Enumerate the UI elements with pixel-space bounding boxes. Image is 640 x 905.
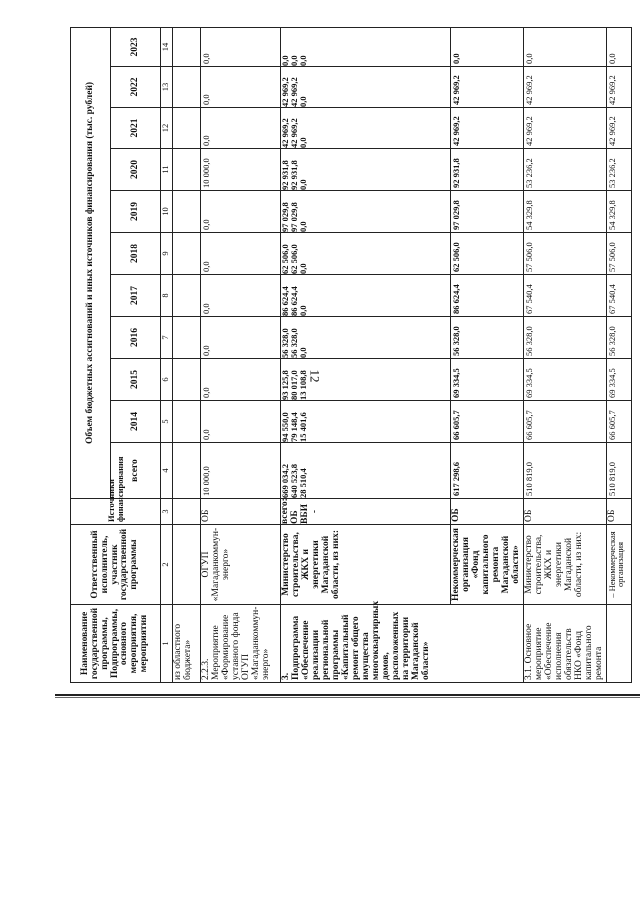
value-cell: 56 328,0 xyxy=(280,328,290,358)
index-cell: 3 xyxy=(161,499,173,525)
table-row xyxy=(606,27,631,682)
header-year: 2018 xyxy=(111,233,161,275)
value-cell: 0,0 xyxy=(297,347,308,358)
value-cell xyxy=(173,401,201,443)
financing-table xyxy=(70,27,632,683)
value-cell: 62 506,0 xyxy=(451,233,524,275)
value-cell: 0,0 xyxy=(201,108,281,149)
value-cell: 67 540,4 xyxy=(523,275,606,317)
value-cell: 0,0 xyxy=(201,27,281,66)
rotated-table-container xyxy=(70,28,626,683)
value-cell: 42 969,2 xyxy=(280,118,290,148)
value-cell: 0,0 xyxy=(201,233,281,275)
value-cell: 0,0 xyxy=(297,179,308,190)
value-cell: 0,0 xyxy=(297,55,308,66)
value-cell: 28 510,4 xyxy=(297,468,308,498)
value-cell: 0,0 xyxy=(297,263,308,274)
row-executor: Некоммерческая организация «Фонд капитального ремонта Магаданской области» xyxy=(451,525,524,605)
value-cell xyxy=(173,233,201,275)
value-cell: 640 523,8 xyxy=(288,464,299,498)
value-cell xyxy=(173,275,201,317)
value-cell: 66 605,7 xyxy=(606,401,631,443)
value-cell xyxy=(173,443,201,499)
value-cell: 510 819,0 xyxy=(523,443,606,499)
value-cell: 13 108,8 xyxy=(297,370,308,400)
value-cell: 0,0 xyxy=(297,96,308,107)
index-cell: 11 xyxy=(161,149,173,191)
value-cell xyxy=(173,108,201,149)
header-year: 2015 xyxy=(111,359,161,401)
header-total: всего xyxy=(111,443,161,499)
value-cell: 0,0 xyxy=(280,55,290,66)
value-cell: 0,0 xyxy=(451,27,524,66)
value-cell: 617 298,6 xyxy=(451,443,524,499)
value-cell: 92 931,8 xyxy=(451,149,524,191)
value-cell: 69 334,5 xyxy=(606,359,631,401)
value-cell: 69 334,5 xyxy=(523,359,606,401)
value-cell: 66 605,7 xyxy=(523,401,606,443)
page-divider xyxy=(55,694,640,696)
value-cell: 56 328,0 xyxy=(288,328,299,358)
row-source: ОБ xyxy=(201,499,281,525)
row-executor: Министерство строительства, ЖКХ и энергетики Магаданской области, из них: xyxy=(523,525,606,605)
table-row xyxy=(523,27,606,682)
value-cell xyxy=(173,27,201,66)
value-cell: 92 931,8 xyxy=(280,160,290,190)
page-number: 12 xyxy=(307,369,323,383)
row-source: ВБИ xyxy=(299,503,310,524)
value-cell: 0,0 xyxy=(201,317,281,359)
value-cell: 57 506,0 xyxy=(606,233,631,275)
row-executor xyxy=(173,525,201,605)
value-cell xyxy=(173,317,201,359)
header-year: 2019 xyxy=(111,191,161,233)
row-source: ОБ xyxy=(606,499,631,525)
header-year: 2022 xyxy=(111,67,161,108)
value-cell: 510 819,0 xyxy=(606,443,631,499)
row-source: ОБ xyxy=(451,499,524,525)
value-cell: 0,0 xyxy=(288,55,299,66)
index-cell: 8 xyxy=(161,275,173,317)
header-name: Наименование государственной программы, Подпрограммы, основного мероприятия, мероприятия xyxy=(71,605,161,683)
index-cell: 9 xyxy=(161,233,173,275)
row-name: 2.2.3. Мероприятие «Формирование уставного фонда ОГУП «Магаданкоммун-энерго» xyxy=(201,605,281,683)
header-year: 2017 xyxy=(111,275,161,317)
header-executor: Ответственный исполнитель, участник государственной программы xyxy=(71,525,161,605)
index-cell: 7 xyxy=(161,317,173,359)
row-executor: ОГУП «Магаданкоммун-энерго» xyxy=(201,525,281,605)
table-row xyxy=(173,27,201,682)
value-cell: 86 624,4 xyxy=(288,286,299,316)
index-row xyxy=(161,27,173,682)
value-cell: 0,0 xyxy=(201,359,281,401)
value-cell: 42 969,2 xyxy=(288,118,299,148)
value-cell: 66 605,7 xyxy=(451,401,524,443)
row-name: 3. Подпрограмма «Обеспечение реализации региональной программы «Капитальный ремонт общего имущества многоквартирных домов, расположенных на территории Магаданской области» xyxy=(281,605,524,683)
row-executor-dash: - xyxy=(309,509,320,514)
value-cell: 42 969,2 xyxy=(523,108,606,149)
value-cell: 42 969,2 xyxy=(451,108,524,149)
value-cell: 54 329,8 xyxy=(606,191,631,233)
index-cell: 4 xyxy=(161,443,173,499)
value-cell: 669 034,2 xyxy=(280,464,290,498)
value-cell: 0,0 xyxy=(523,27,606,66)
value-cell: 56 328,0 xyxy=(451,317,524,359)
value-cell: 97 029,8 xyxy=(280,202,290,232)
value-cell: 0,0 xyxy=(201,401,281,443)
value-cell xyxy=(173,359,201,401)
header-year: 2021 xyxy=(111,108,161,149)
value-cell: 69 334,5 xyxy=(451,359,524,401)
value-cell: 10 000,0 xyxy=(201,443,281,499)
value-cell: 92 931,8 xyxy=(288,160,299,190)
value-cell: 0,0 xyxy=(201,67,281,108)
row-name xyxy=(606,605,631,683)
index-cell: 10 xyxy=(161,191,173,233)
header-year: 2020 xyxy=(111,149,161,191)
value-cell: 42 969,2 xyxy=(288,77,299,107)
value-cell: 42 969,2 xyxy=(606,108,631,149)
value-cell: 86 624,4 xyxy=(280,286,290,316)
value-cell xyxy=(173,191,201,233)
value-cell: 86 624,4 xyxy=(451,275,524,317)
header-year: 2023 xyxy=(111,27,161,66)
value-cell: 0,0 xyxy=(606,27,631,66)
index-cell: 1 xyxy=(161,605,173,683)
value-cell: 97 029,8 xyxy=(288,202,299,232)
index-cell: 5 xyxy=(161,401,173,443)
value-cell: 62 506,0 xyxy=(288,244,299,274)
value-cell: 93 125,8 xyxy=(280,370,290,400)
row-source: ОБ xyxy=(289,510,300,524)
row-name: из областного бюджета» xyxy=(173,605,201,683)
row-source: ОБ xyxy=(523,499,606,525)
value-cell: 15 401,6 xyxy=(297,412,308,442)
value-cell: 67 540,4 xyxy=(606,275,631,317)
value-cell: 53 236,2 xyxy=(606,149,631,191)
value-cell: 57 506,0 xyxy=(523,233,606,275)
value-cell: 42 969,2 xyxy=(280,77,290,107)
value-cell: 56 328,0 xyxy=(606,317,631,359)
row-executor: – Некоммерческая организация xyxy=(606,525,631,605)
index-cell: 13 xyxy=(161,67,173,108)
row-executor: Министерство строительства, ЖКХ и энергетики Магаданской области, из них: xyxy=(281,525,451,605)
index-cell: 2 xyxy=(161,525,173,605)
value-cell: 10 000,0 xyxy=(201,149,281,191)
value-cell: 56 328,0 xyxy=(523,317,606,359)
row-source: всего: xyxy=(280,498,290,524)
value-cell: 0,0 xyxy=(297,305,308,316)
row-source xyxy=(173,499,201,525)
value-cell: 42 969,2 xyxy=(606,67,631,108)
value-cell: 54 329,8 xyxy=(523,191,606,233)
value-cell xyxy=(173,149,201,191)
header-year: 2014 xyxy=(111,401,161,443)
value-cell: 94 550,0 xyxy=(280,412,290,442)
value-cell: 53 236,2 xyxy=(523,149,606,191)
header-volume: Объем бюджетных ассигнований и иных источников финансирования (тыс. рублей) xyxy=(71,27,111,498)
index-cell: 14 xyxy=(161,27,173,66)
value-cell: 79 148,4 xyxy=(288,412,299,442)
value-cell: 97 029,8 xyxy=(451,191,524,233)
value-cell: 42 969,2 xyxy=(451,67,524,108)
value-cell: 0,0 xyxy=(297,137,308,148)
value-cell: 62 506,0 xyxy=(280,244,290,274)
row-name: 3.1. Основное мероприятие «Обеспечение исполнения обязательств НКО «Фонд капитального ремонта xyxy=(523,605,606,683)
table-row xyxy=(281,27,451,682)
value-cell: 80 017,0 xyxy=(288,370,299,400)
value-cell: 0,0 xyxy=(297,221,308,232)
index-cell: 12 xyxy=(161,108,173,149)
value-cell xyxy=(173,67,201,108)
table-row xyxy=(451,27,524,682)
table-row xyxy=(201,27,281,682)
index-cell: 6 xyxy=(161,359,173,401)
header-source: Источники финансирования xyxy=(71,499,161,525)
value-cell: 0,0 xyxy=(201,275,281,317)
page-divider-thin xyxy=(55,697,640,698)
value-cell: 0,0 xyxy=(201,191,281,233)
value-cell: 42 969,2 xyxy=(523,67,606,108)
header-year: 2016 xyxy=(111,317,161,359)
